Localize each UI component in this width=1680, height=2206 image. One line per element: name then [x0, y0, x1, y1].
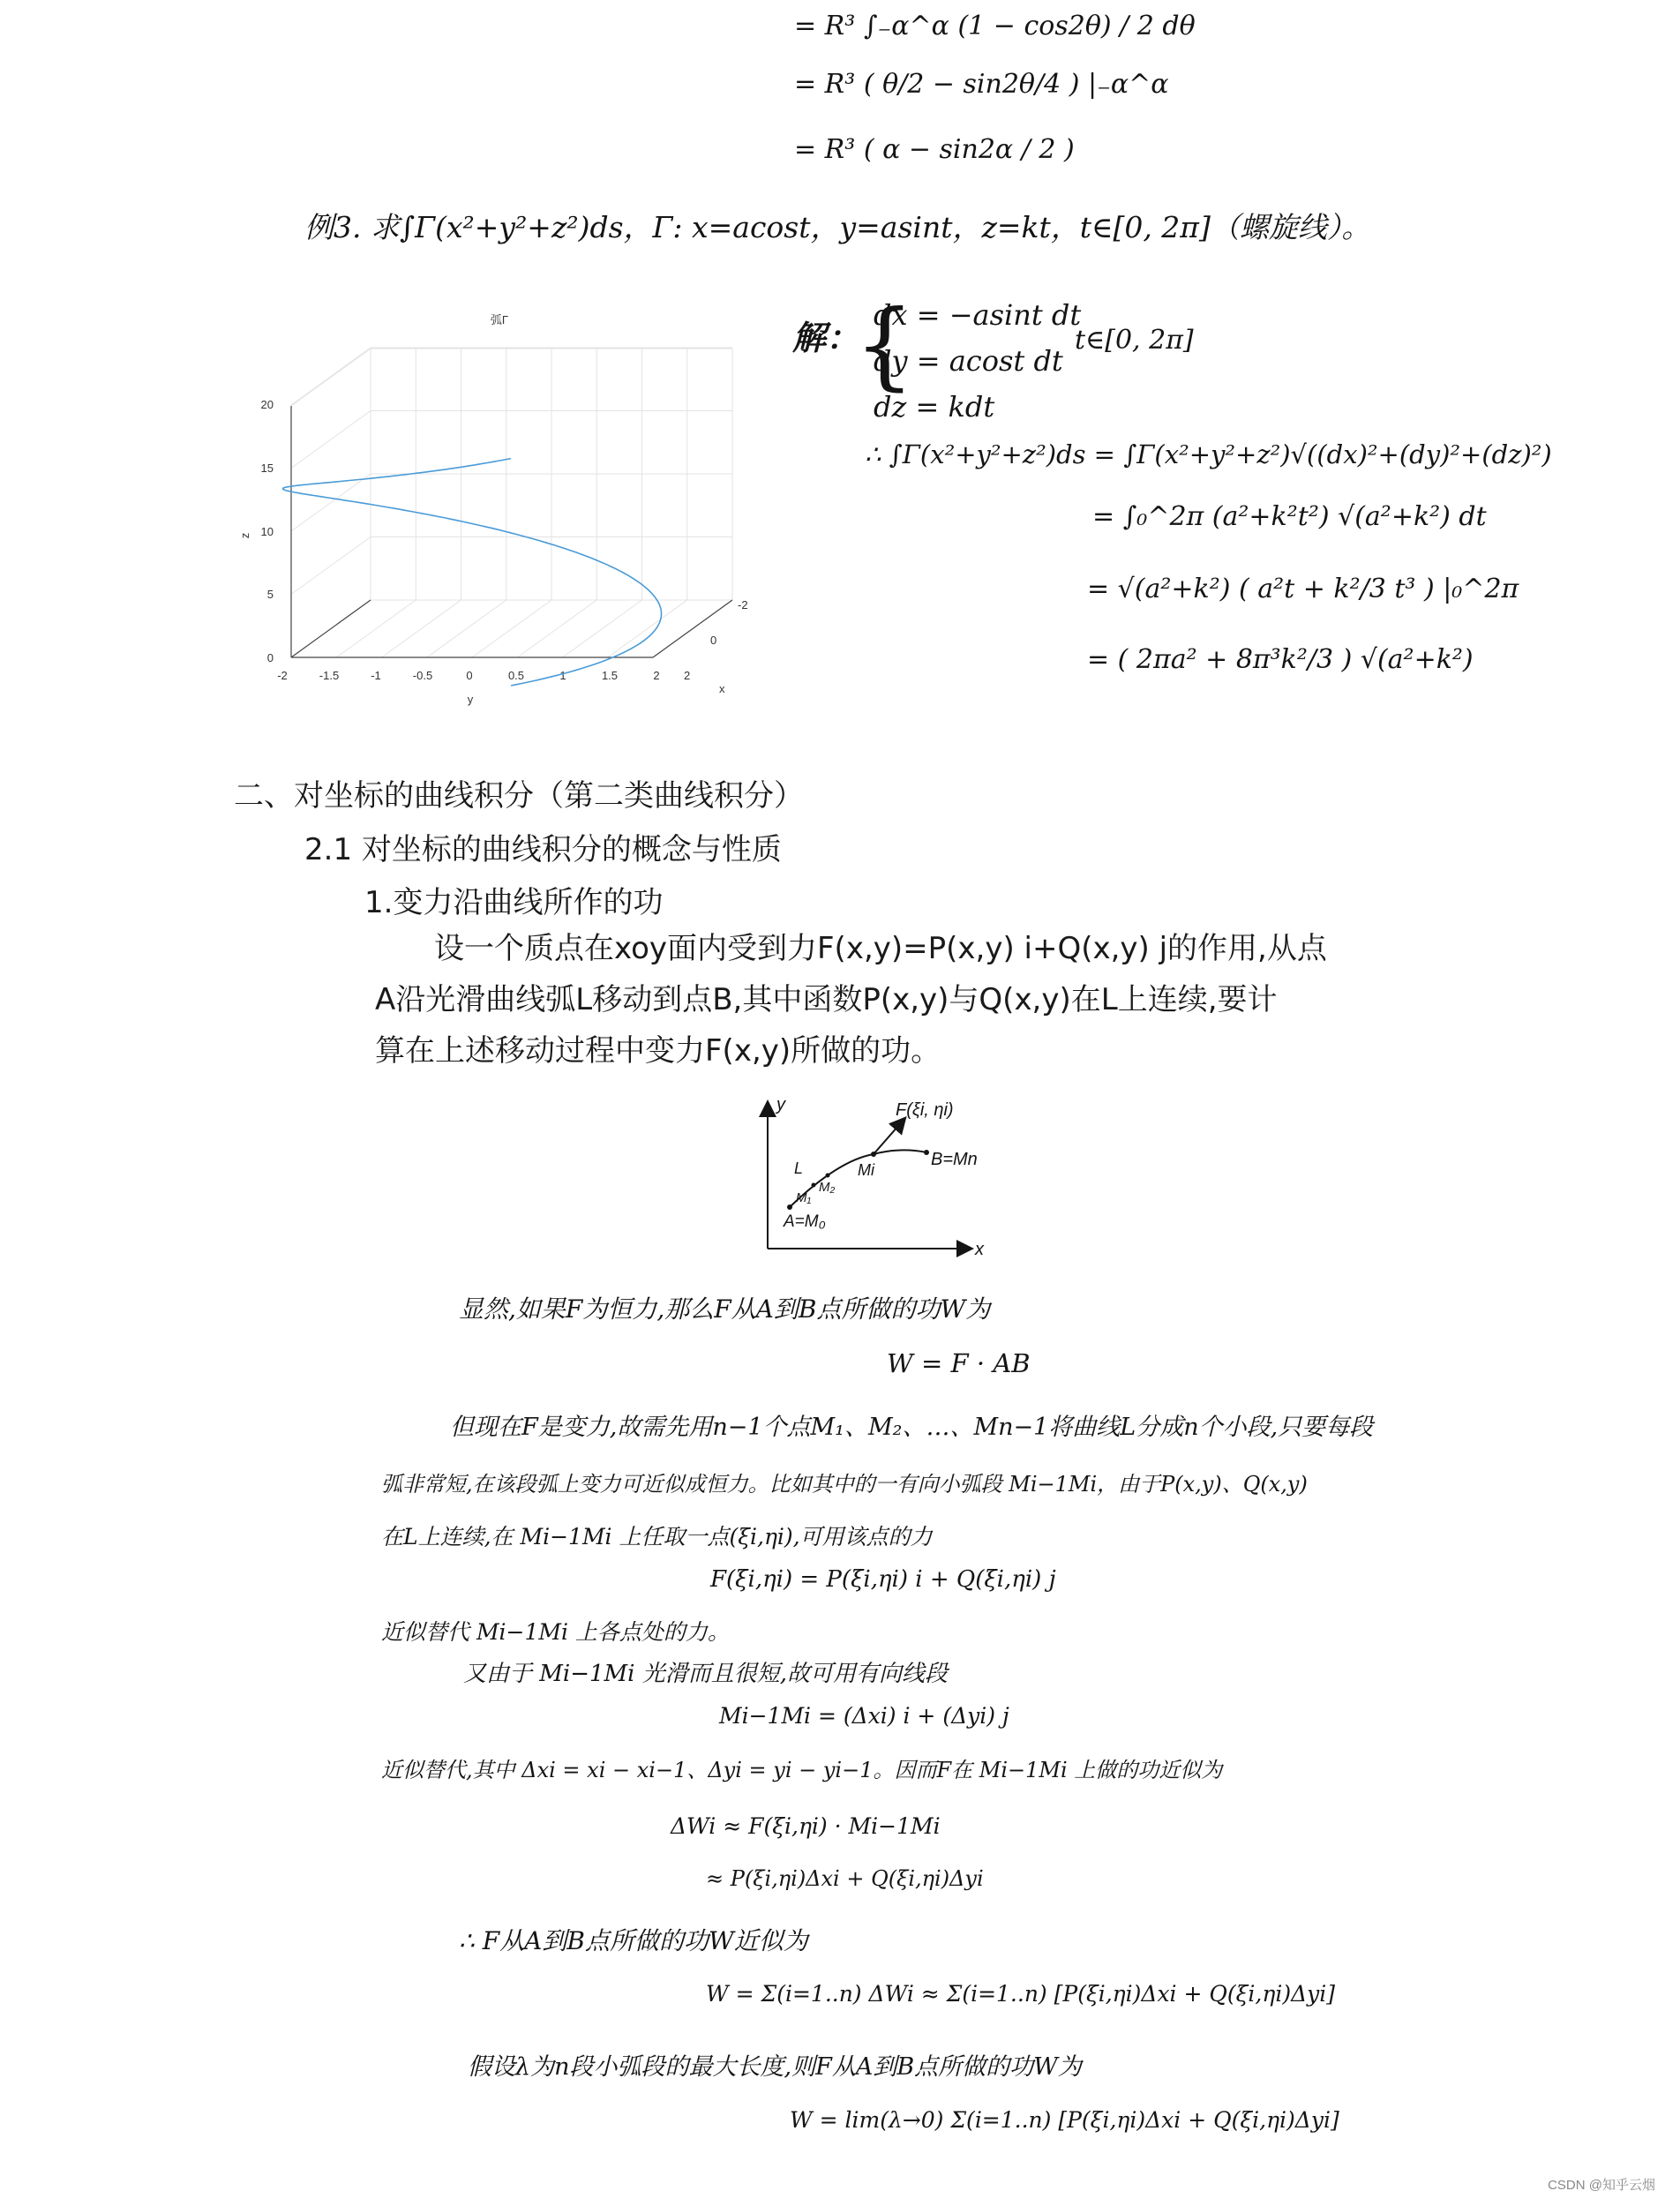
section-item: 1.变力沿曲线所作的功 — [364, 885, 664, 920]
solution-brace: { — [854, 290, 915, 401]
y-tick-9: 2 — [653, 669, 660, 682]
x-tick-3: 2 — [684, 669, 691, 682]
paragraph-line-3: 算在上述移动过程中变力F(x,y)所做的功。 — [375, 1033, 941, 1069]
force-vector — [874, 1119, 904, 1154]
y-tick-1: -2 — [277, 669, 288, 682]
solution-label: 解： — [792, 318, 860, 357]
y-tick-5: 0 — [466, 669, 473, 682]
z-tick-15: 15 — [260, 461, 274, 475]
note-7: 近似替代 Mi−1Mi 上各点处的力。 — [381, 1619, 730, 1645]
paragraph-line-1: 设一个质点在xoy面内受到力F(x,y)=P(x,y) i+Q(x,y) j的作用,从点 — [434, 931, 1327, 966]
y-tick-4: -0.5 — [412, 669, 433, 682]
b-label: B=Mn — [931, 1150, 978, 1169]
note-16: W = lim(λ→0) Σ(i=1..n) [P(ξi,ηi)Δxi + Q(ξi,ηi)Δyi] — [790, 2107, 1339, 2133]
x-tick-2: 0 — [710, 634, 717, 647]
x-tick-1: -2 — [738, 598, 748, 612]
note-14: W = Σ(i=1..n) ΔWi ≈ Σ(i=1..n) [P(ξi,ηi)Δxi + Q(ξi,ηi)Δyi] — [706, 1981, 1336, 2007]
y-tick-6: 0.5 — [507, 669, 525, 682]
force-label: F(ξi, ηi) — [896, 1100, 954, 1120]
footer-watermark: CSDN @知乎云烟 — [1548, 2178, 1655, 2193]
note-2: W = F · AB — [887, 1348, 1031, 1378]
grid-line — [382, 600, 461, 657]
work-diagram — [750, 1094, 1015, 1262]
note-12: ≈ P(ξi,ηi)Δxi + Q(ξi,ηi)Δyi — [706, 1866, 984, 1891]
solution-dx: dx = −asint dt — [874, 298, 1082, 332]
note-5: 在L上连续,在 Mi−1Mi 上任取一点(ξi,ηi),可用该点的力 — [381, 1524, 933, 1549]
note-11: ΔWi ≈ F(ξi,ηi) · Mi−1Mi — [671, 1813, 941, 1839]
solution-line-1: ∴ ∫Γ(x²+y²+z²)ds = ∫Γ(x²+y²+z²)√((dx)²+(dy)²+(dz)²) — [865, 439, 1552, 469]
note-10: 近似替代,其中 Δxi = xi − xi−1、Δyi = yi − yi−1。因而F在 Mi−1Mi 上做的功近似为 — [381, 1758, 1223, 1782]
example-3-statement: 例3. 求∫Γ(x²+y²+z²)ds，Γ: x=acost，y=asint，z=kt，t∈[0, 2π]（螺旋线）。 — [304, 210, 1371, 244]
y-axis-label: y — [467, 693, 474, 706]
grid-line — [291, 537, 371, 595]
z-tick-5: 5 — [266, 588, 274, 601]
section-heading: 二、对坐标的曲线积分（第二类曲线积分） — [234, 778, 804, 814]
diagram-y-label: y — [776, 1095, 785, 1114]
solution-line-4: = ( 2πa² + 8π³k²/3 ) √(a²+k²) — [1087, 644, 1474, 675]
grid-line — [517, 600, 596, 657]
paragraph-line-2: A沿光滑曲线弧L移动到点B,其中函数P(x,y)与Q(x,y)在L上连续,要计 — [375, 982, 1278, 1017]
z-tick-20: 20 — [260, 398, 274, 411]
helix-curve — [283, 459, 662, 686]
note-8: 又由于 Mi−1Mi 光滑而且很短,故可用有向线段 — [463, 1661, 948, 1687]
z-tick-10: 10 — [260, 525, 274, 538]
solution-dz: dz = kdt — [874, 390, 995, 424]
a-label: A=M₀ — [784, 1212, 826, 1231]
grid-line — [472, 600, 551, 657]
grid-line — [608, 600, 687, 657]
solution-dy: dy = acost dt — [874, 344, 1063, 378]
section-subheading: 2.1 对坐标的曲线积分的概念与性质 — [304, 832, 782, 867]
note-13: ∴ F从A到B点所做的功W近似为 — [459, 1926, 808, 1955]
chart-title: 弧Γ — [490, 313, 509, 326]
point-b — [924, 1150, 929, 1155]
chart-axes — [291, 406, 732, 657]
step-line-1: = R³ ∫₋α^α (1 − cos2θ) / 2 dθ — [794, 11, 1196, 41]
y-tick-3: -1 — [371, 669, 381, 682]
z-tick-0: 0 — [266, 651, 274, 664]
note-15: 假设λ为n段小弧段的最大长度,则F从A到B点所做的功W为 — [468, 2053, 1082, 2081]
l-label: L — [794, 1159, 804, 1177]
grid-line — [427, 600, 506, 657]
point-a — [787, 1204, 792, 1210]
point-mi — [871, 1152, 876, 1157]
grid-line — [336, 600, 416, 657]
solution-line-3: = √(a²+k²) ( a²t + k²/3 t³ ) |₀^2π — [1087, 574, 1519, 604]
y-tick-8: 1.5 — [601, 669, 619, 682]
m2-label: M₂ — [819, 1180, 836, 1195]
x-axis-label: x — [719, 682, 725, 695]
grid-line — [291, 349, 371, 406]
note-6: F(ξi,ηi) = P(ξi,ηi) i + Q(ξi,ηi) j — [710, 1566, 1056, 1593]
diagram-x-label: x — [975, 1240, 984, 1259]
y-tick-7: 1 — [559, 669, 566, 682]
point-m1 — [812, 1183, 816, 1188]
solution-t-range: t∈[0, 2π] — [1075, 325, 1194, 356]
grid-line — [291, 411, 371, 469]
solution-line-2: = ∫₀^2π (a²+k²t²) √(a²+k²) dt — [1092, 501, 1487, 532]
y-tick-2: -1.5 — [319, 669, 340, 682]
m1-label: M₁ — [796, 1190, 812, 1205]
note-1: 显然,如果F为恒力,那么F从A到B点所做的功W为 — [459, 1294, 991, 1324]
helix-chart — [238, 304, 768, 728]
note-3: 但现在F是变力,故需先用n−1个点M₁、M₂、…、Mn−1将曲线L分成n个小段,只要每段 — [450, 1414, 1374, 1441]
step-line-2: = R³ ( θ/2 − sin2θ/4 ) |₋α^α — [794, 69, 1169, 100]
step-line-3: = R³ ( α − sin2α / 2 ) — [794, 134, 1075, 165]
z-axis-label: z — [238, 532, 251, 539]
mi-label: Mi — [858, 1161, 874, 1179]
grid-line — [291, 348, 371, 405]
point-m2 — [826, 1174, 830, 1178]
note-4: 弧非常短,在该段弧上变力可近似成恒力。比如其中的一有向小弧段 Mi−1Mi，由于P(x,y)、Q(x,y) — [381, 1472, 1308, 1497]
note-9: Mi−1Mi = (Δxi) i + (Δyi) j — [719, 1703, 1009, 1729]
